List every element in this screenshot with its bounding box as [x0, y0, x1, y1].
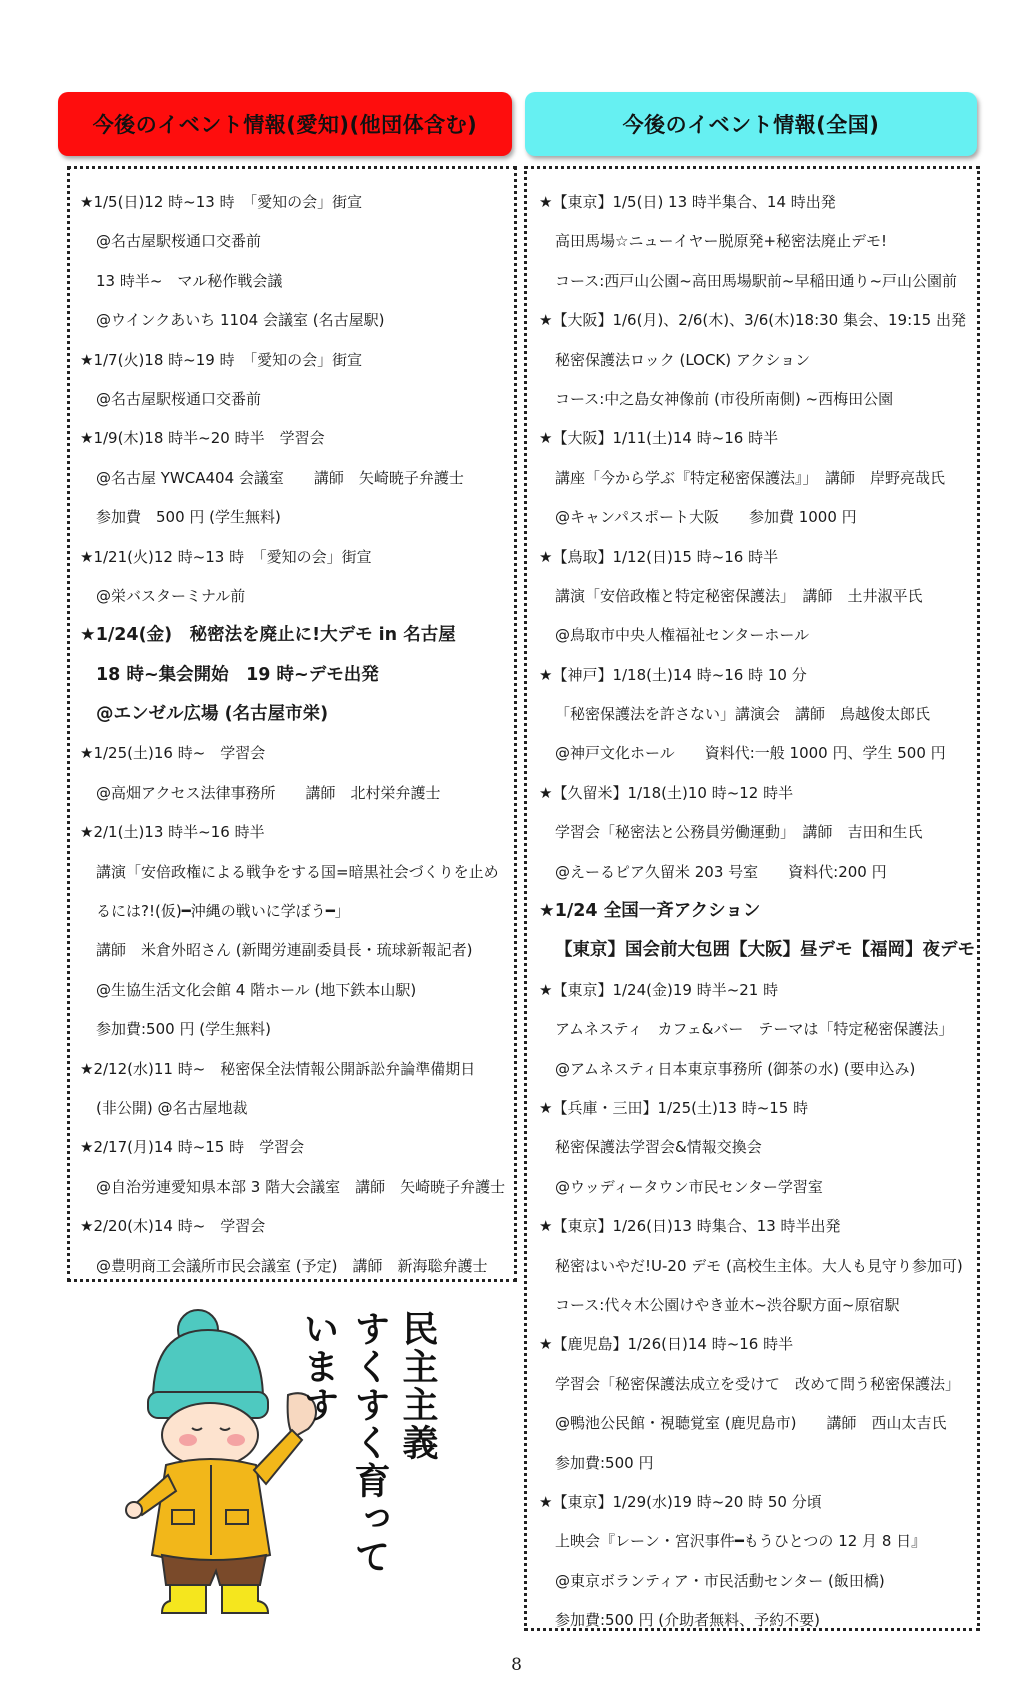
event-detail-line: @高畑アクセス法律事務所 講師 北村栄弁護士: [96, 783, 441, 802]
event-detail-line: アムネスティ カフェ&バー テーマは「特定秘密保護法」: [555, 1020, 954, 1039]
event-detail-line: 講座「今から学ぶ『特定秘密保護法』」 講師 岸野亮哉氏: [555, 468, 946, 487]
event-detail-line: コース:中之島女神像前 (市役所南側) ~西梅田公園: [555, 389, 894, 408]
event-line: ★【東京】1/26(日)13 時集合、13 時半出発: [539, 1217, 841, 1236]
national-events-list: [539, 183, 977, 1640]
event-detail-line: @名古屋駅桜通口交番前: [96, 232, 262, 251]
event-detail-line: 参加費:500 円: [555, 1453, 654, 1472]
aichi-events-header: 今後のイベント情報(愛知)(他団体含む): [58, 92, 512, 156]
event-line: ★【久留米】1/18(土)10 時~12 時半: [539, 783, 794, 802]
event-detail-line: @ウインクあいち 1104 会議室 (名古屋駅): [96, 311, 385, 330]
event-detail-line: 講師 米倉外昭さん (新聞労連副委員長・琉球新報記者): [96, 941, 473, 960]
slogan-line-1: 民主主義: [397, 1310, 438, 1462]
event-line: ★2/17(月)14 時~15 時 学習会: [80, 1138, 305, 1157]
event-detail-line: 高田馬場☆ニューイヤー脱原発+秘密法廃止デモ!: [555, 232, 888, 251]
event-line: ★【東京】1/29(水)19 時~20 時 50 分頃: [539, 1492, 822, 1511]
event-line: ★1/5(日)12 時~13 時 「愛知の会」街宣: [80, 193, 363, 211]
event-line: ★1/7(火)18 時~19 時 「愛知の会」街宣: [80, 350, 363, 369]
event-detail-line: 参加費 500 円 (学生無料): [96, 508, 281, 527]
page-number: 8: [511, 1655, 522, 1675]
event-detail-line: @自治労連愛知県本部 3 階大会議室 講師 矢崎暁子弁護士: [96, 1177, 506, 1196]
event-detail-line: @生協生活文化会館 4 階ホール (地下鉄本山駅): [96, 980, 417, 999]
event-line: ★【大阪】1/6(月)、2/6(木)、3/6(木)18:30 集会、19:15 出発: [539, 311, 966, 330]
slogan: [298, 1310, 443, 1610]
event-line: ★1/25(土)16 時~ 学習会: [80, 744, 266, 763]
event-detail-line: 秘密保護法ロック (LOCK) アクション: [555, 350, 811, 369]
featured-event-detail: @エンゼル広場 (名古屋市栄): [96, 704, 329, 725]
featured-event-detail: 【東京】国会前大包囲【大阪】昼デモ【福岡】夜デモ: [555, 940, 975, 961]
event-detail-line: 参加費:500 円 (介助者無料、予約不要): [555, 1611, 820, 1630]
event-detail-line: @アムネスティ日本東京事務所 (御茶の水) (要申込み): [555, 1059, 916, 1078]
aichi-events-list: [80, 183, 514, 1286]
event-line: ★【兵庫・三田】1/25(土)13 時~15 時: [539, 1098, 809, 1117]
event-line: ★2/1(土)13 時半~16 時半: [80, 823, 265, 842]
event-detail-line: @ウッディータウン市民センター学習室: [555, 1177, 823, 1196]
event-detail-line: @名古屋駅桜通口交番前: [96, 389, 262, 408]
event-detail-line: 学習会「秘密保護法成立を受けて 改めて問う秘密保護法」: [555, 1374, 961, 1393]
event-line: ★2/20(木)14 時~ 学習会: [80, 1217, 266, 1236]
event-detail-line: 講演「安倍政権による戦争をする国=暗黒社会づくりを止め: [96, 862, 499, 881]
event-detail-line: @東京ボランティア・市民活動センター (飯田橋): [555, 1571, 885, 1590]
event-detail-line: コース:西戸山公園~高田馬場駅前~早稲田通り~戸山公園前: [555, 271, 958, 290]
event-detail-line: @栄バスターミナル前: [96, 586, 246, 605]
event-detail-line: 秘密はいやだ!U-20 デモ (高校生主体。大人も見守り参加可): [555, 1256, 963, 1275]
event-line: ★1/9(木)18 時半~20 時半 学習会: [80, 429, 325, 448]
aichi-events-box: [67, 166, 517, 1282]
event-line: ★【東京】1/5(日) 13 時半集合、14 時出発: [539, 193, 836, 211]
event-detail-line: 13 時半~ マル秘作戦会議: [96, 271, 283, 290]
event-detail-line: (非公開) @名古屋地裁: [96, 1098, 248, 1117]
event-line: ★【神戸】1/18(土)14 時~16 時 10 分: [539, 665, 807, 684]
national-events-box: [524, 166, 980, 1631]
slogan-line-2: すくすく育っています: [298, 1310, 390, 1576]
event-detail-line: @キャンパスポート大阪 参加費 1000 円: [555, 508, 857, 527]
event-line: ★【鳥取】1/12(日)15 時~16 時半: [539, 547, 779, 566]
featured-event-detail: 18 時~集会開始 19 時~デモ出発: [96, 664, 379, 685]
event-detail-line: @神戸文化ホール 資料代:一般 1000 円、学生 500 円: [555, 744, 946, 763]
event-detail-line: 上映会『レーン・宮沢事件━もうひとつの 12 月 8 日』: [555, 1532, 927, 1551]
national-events-header: 今後のイベント情報(全国): [525, 92, 977, 156]
event-detail-line: @鳥取市中央人権福祉センターホール: [555, 626, 810, 645]
event-detail-line: るには?!(仮)━沖縄の戦いに学ぼう━」: [96, 902, 350, 921]
event-line: ★【鹿児島】1/26(日)14 時~16 時半: [539, 1335, 794, 1354]
event-detail-line: @豊明商工会議所市民会議室 (予定) 講師 新海聡弁護士: [96, 1256, 488, 1275]
event-detail-line: コース:代々木公園けやき並木~渋谷駅方面~原宿駅: [555, 1295, 900, 1314]
event-line: ★2/12(水)11 時~ 秘密保全法情報公開訴訟弁論準備期日: [80, 1059, 476, 1078]
event-detail-line: 講演「安倍政権と特定秘密保護法」 講師 土井淑平氏: [555, 586, 923, 605]
event-detail-line: 学習会「秘密法と公務員労働運動」 講師 吉田和生氏: [555, 823, 923, 842]
event-detail-line: 秘密保護法学習会&情報交換会: [555, 1138, 762, 1157]
event-line: ★【大阪】1/11(土)14 時~16 時半: [539, 429, 779, 448]
featured-event-line: ★1/24(金) 秘密法を廃止に!大デモ in 名古屋: [80, 625, 456, 646]
event-line: ★【東京】1/24(金)19 時半~21 時: [539, 980, 779, 999]
event-detail-line: @えーるピア久留米 203 号室 資料代:200 円: [555, 862, 887, 881]
event-line: ★1/21(火)12 時~13 時 「愛知の会」街宣: [80, 547, 372, 566]
featured-event-line: ★1/24 全国一斉アクション: [539, 901, 761, 922]
event-detail-line: @鴨池公民館・視聴覚室 (鹿児島市) 講師 西山太吉氏: [555, 1414, 947, 1433]
event-detail-line: @名古屋 YWCA404 会議室 講師 矢崎暁子弁護士: [96, 468, 464, 487]
event-detail-line: 「秘密保護法を許さない」講演会 講師 鳥越俊太郎氏: [555, 705, 931, 724]
event-detail-line: 参加費:500 円 (学生無料): [96, 1020, 271, 1039]
